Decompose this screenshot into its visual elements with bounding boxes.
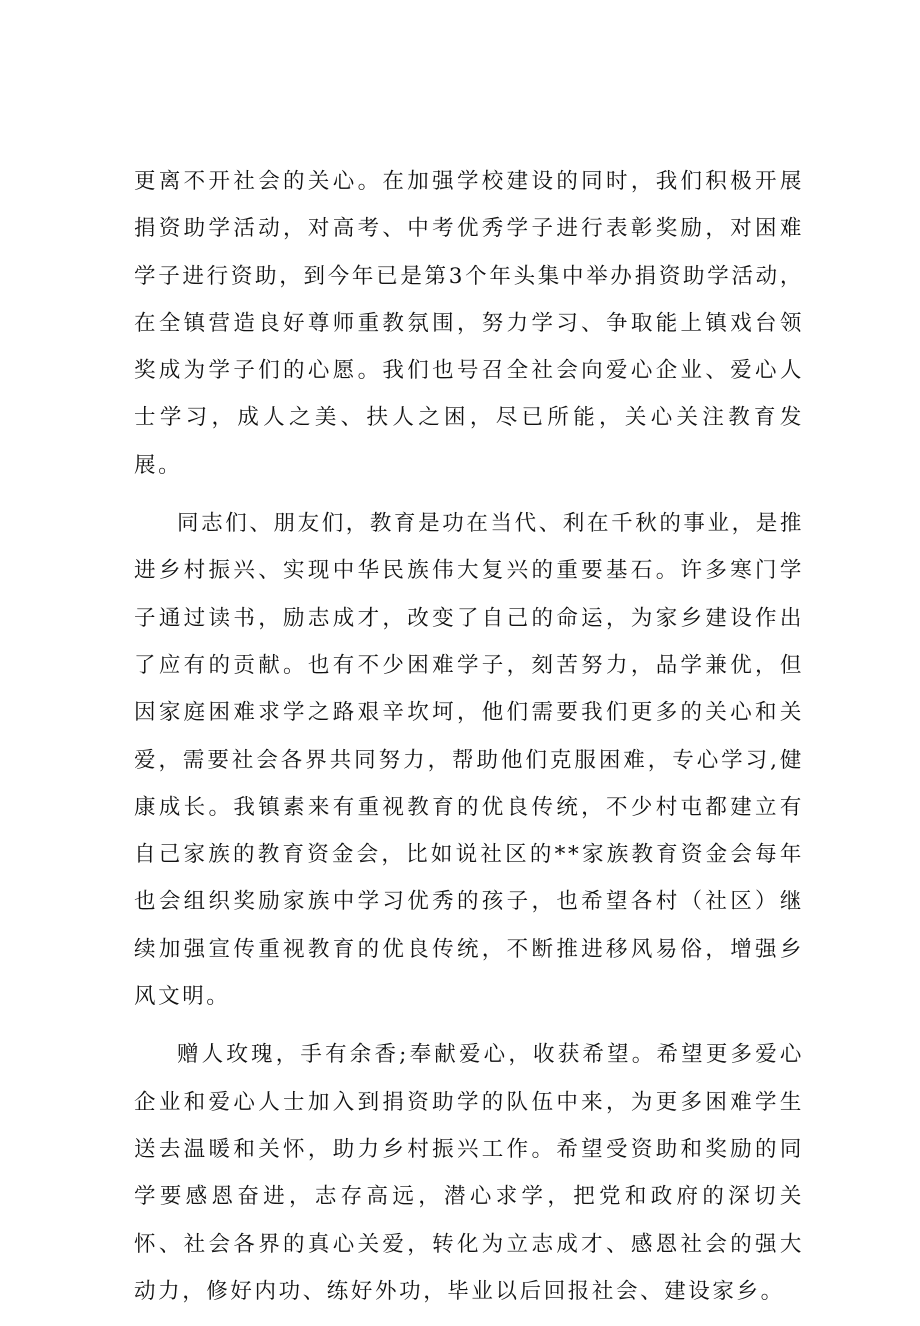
- paragraph-2: 同志们、朋友们，教育是功在当代、利在千秋的事业，是推进乡村振兴、实现中华民族伟大复兴的重要基石。许多寒门学子通过读书，励志成才，改变了自己的命运，为家乡建设作出了应有的贡献。也有不少困难学子，刻苦努力，品学兼优，但因家庭困难求学之路艰辛坎坷，他们需要我们更多的关心和关爱，需要社会各界共同努力，帮助他们克服困难，专心学习,健康成长。我镇素来有重视教育的优良传统，不少村屯都建立有自己家族的教育资金会，比如说社区的**家族教育资金会每年也会组织奖励家族中学习优秀的孩子，也希望各村（社区）继续加强宣传重视教育的优良传统，不断推进移风易俗，增强乡风文明。: [134, 511, 804, 1010]
- paragraph-3: 赠人玫瑰，手有余香;奉献爱心，收获希望。希望更多爱心企业和爱心人士加入到捐资助学的队伍中来，为更多困难学生送去温暖和关怀，助力乡村振兴工作。希望受资助和奖励的同学要感恩奋进，志存高远，潜心求学，把党和政府的深切关怀、社会各界的真心关爱，转化为立志成才、感恩社会的强大动力，修好内功、练好外功，毕业以后回报社会、建设家乡。: [134, 1042, 804, 1304]
- document-body: [134, 158, 804, 1326]
- paragraph-1: 更离不开社会的关心。在加强学校建设的同时，我们积极开展捐资助学活动，对高考、中考优秀学子进行表彰奖励，对困难学子进行资助，到今年已是第3个年头集中举办捐资助学活动，在全镇营造良好尊师重教氛围，努力学习、争取能上镇戏台领奖成为学子们的心愿。我们也号召全社会向爱心企业、爱心人士学习，成人之美、扶人之困，尽已所能，关心关注教育发展。: [134, 169, 804, 478]
